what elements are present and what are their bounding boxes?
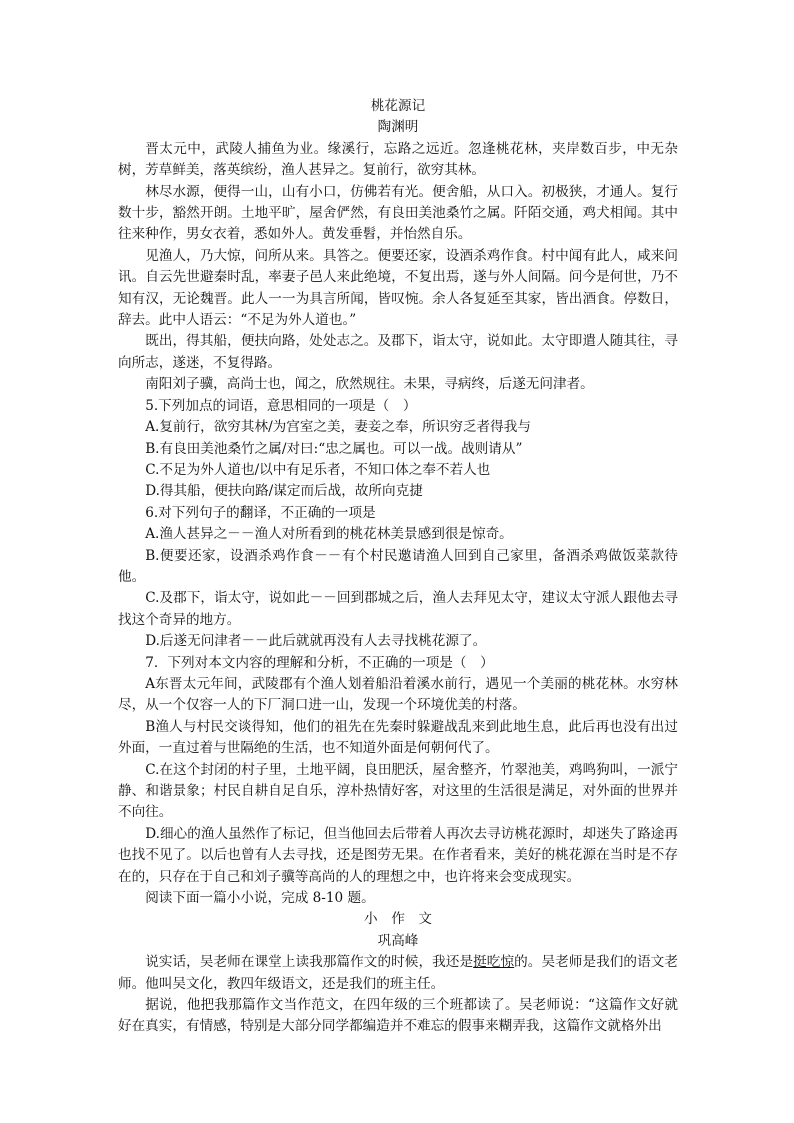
passage-author: 陶渊明 [377, 119, 419, 136]
question-7-option-c: C.在这个封闭的村子里，土地平阔，良田肥沃，屋舍整齐，竹翠池美，鸡鸣狗叫，一派宁静、和谐景象；村民自耕自足自乐，淳朴热情好客，对这里的生活很是满足，对外面的世界并不向往。 [118, 761, 678, 821]
passage-paragraph: 见渔人，乃大惊，问所从来。具答之。便要还家，设酒杀鸡作食。村中闻有此人，咸来问讯。自云先世避秦时乱，率妻子邑人来此绝境，不复出焉，遂与外人间隔。问今是何世，乃不知有汉，无论魏晋。此人一一为具言所闻，皆叹惋。余人各复延至其家，皆出酒食。停数日，辞去。此中人语云：“不足为外人道也。” [118, 247, 678, 329]
question-6-option-d: D.后遂无问津者－－此后就就再没有人去寻找桃花源了。 [145, 633, 487, 650]
story-author: 巩高峰 [377, 932, 419, 949]
passage-paragraph: 既出，得其船，便扶向路，处处志之。及郡下，诣太守，说如此。太守即遣人随其往，寻向所志，遂迷，不复得路。 [118, 333, 678, 371]
question-5-option-c: C.不足为外人道也/以中有足乐者，不知口体之奉不若人也 [145, 461, 491, 478]
story-paragraph [118, 952, 678, 995]
story-paragraph: 据说，他把我那篇作文当作范文，在四年级的三个班都读了。吴老师说：“这篇作文好就好在真实，有情感，特别是大部分同学都编造并不难忘的假事来糊弄我，这篇作文就格外出 [118, 997, 678, 1035]
question-6-option-c: C.及郡下，诣太守，说如此－－回到郡城之后，渔人去拜见太守，建议太守派人跟他去寻找这个奇异的地方。 [118, 590, 678, 628]
passage-title: 桃花源记 [370, 98, 426, 114]
question-7-option-a: A东晋太元年间，武陵郡有个渔人划着船沿着溪水前行，遇见一个美丽的桃花林。水穷林尽，从一个仅容一人的下厂洞口进一山，发现一个环境优美的村落。 [118, 675, 678, 714]
document-page [118, 96, 678, 1038]
question-5-stem: 5.下列加点的词语，意思相同的一项是（ ） [145, 397, 417, 414]
passage-paragraph: 林尽水源，便得一山，山有小口，仿佛若有光。便舍船，从口入。初极狭，才通人。复行数十步，豁然开朗。土地平旷，屋舍俨然，有良田美池桑竹之属。阡陌交通，鸡犬相闻。其中往来种作，男女衣着，悉如外人。黄发垂髫，并怡然自乐。 [118, 183, 678, 243]
question-6-option-a: A.渔人甚异之－－渔人对所看到的桃花林美景感到很是惊奇。 [145, 526, 513, 543]
reading-instruction: 阅读下面一篇小小说，完成 8-10 题。 [145, 890, 375, 907]
passage-paragraph: 晋太元中，武陵人捕鱼为业。缘溪行，忘路之远近。忽逢桃花林，夹岸数百步，中无杂树，芳草鲜美，落英缤纷，渔人甚异之。复前行，欲穷其林。 [118, 140, 678, 179]
story-title: 小 作 文 [364, 911, 432, 928]
story-text: 说实话，吴老师在课堂上读我那篇作文的时候，我还是 [145, 954, 474, 971]
story-text: 的。吴老师是我们的语文老师。他叫吴文化，教四年级语文，还是我们的班主任。 [118, 954, 679, 992]
question-5-option-a: A.复前行，欲穷其林/为宫室之美，妻妾之奉，所识穷乏者得我与 [145, 419, 531, 436]
question-5-option-b: B.有良田美池桑竹之属/对曰:“忠之属也。可以一战。战则请从” [145, 440, 523, 457]
question-7-option-b: B渔人与村民交谈得知，他们的祖先在先秦时躲避战乱来到此地生息，此后再也没有出过外面，一直过着与世隔绝的生活，也不知道外面是何朝何代了。 [118, 718, 678, 757]
question-5-option-d: D.得其船，便扶向路/谋定而后战，故所向克捷 [145, 483, 423, 500]
question-7-stem: 7．下列对本文内容的理解和分析，不正确的一项是（ ） [145, 654, 494, 671]
question-6-option-b: B.便要还家，设酒杀鸡作食－－有个村民邀请渔人回到自己家里，备酒杀鸡做饭菜款待他。 [118, 547, 678, 585]
question-7-option-d: D.细心的渔人虽然作了标记，但当他回去后带着人再次去寻访桃花源时，却迷失了路途再也找不见了。以后也曾有人去寻找，还是图劳无果。在作者看来，美好的桃花源在当时是不存在的，只存在于自己和刘子骥等高尚的人的理想之中，也许将来会变成现实。 [118, 825, 678, 885]
passage-paragraph: 南阳刘子骥，高尚士也，闻之，欣然规往。未果，寻病终，后遂无问津者。 [145, 376, 594, 393]
question-6-stem: 6.对下列句子的翻译，不正确的一项是 [145, 504, 376, 521]
underlined-phrase: 挺吃惊 [473, 954, 515, 971]
